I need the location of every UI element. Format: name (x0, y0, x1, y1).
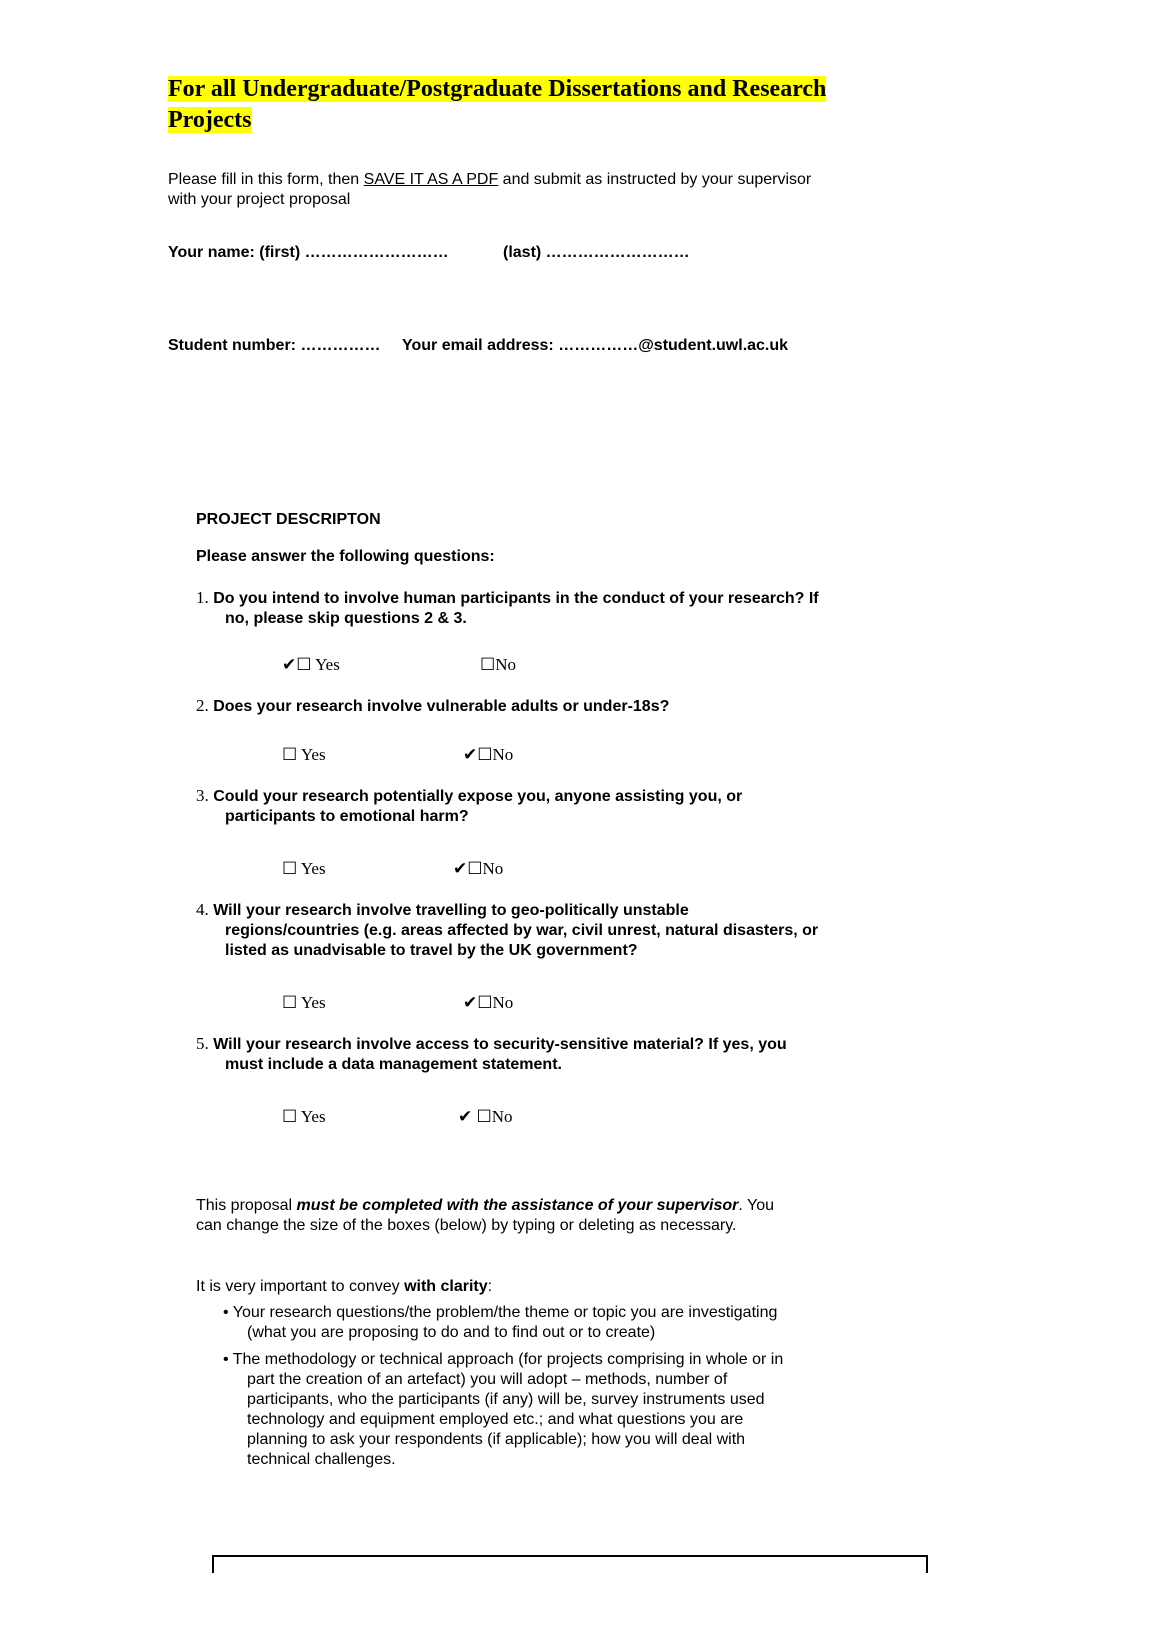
question-2-line1: Does your research involve vulnerable adults or under-18s? (213, 698, 670, 715)
clarity-bold: with clarity (404, 1278, 488, 1295)
section-heading: PROJECT DESCRIPTON (196, 511, 381, 528)
question-4: 4. Will your research involve travelling to geo-politically unstable regions/countries (e.g. areas affected by war, civil unrest, natural disasters, or listed as unadvisable to travel by the UK government? (196, 900, 866, 961)
title-line-1: For all Undergraduate/Postgraduate Dissertations and Research (168, 76, 827, 102)
question-1-line2: no, please skip questions 2 & 3. (225, 610, 467, 627)
question-5-line2: must include a data management statement. (225, 1056, 562, 1073)
question-3-yes-checkbox[interactable]: ☐ Yes (282, 859, 326, 878)
last-name-field[interactable]: (last) ……………………… (503, 244, 690, 261)
email-field[interactable]: Your email address: ……………@student.uwl.ac.uk (402, 337, 789, 354)
question-1-line1: Do you intend to involve human participants in the conduct of your research? If (213, 590, 819, 607)
question-4-no-checkbox[interactable]: ✔☐No (463, 993, 514, 1012)
question-1: 1. Do you intend to involve human participants in the conduct of your research? If no, please skip questions 2 & 3. (196, 588, 866, 629)
bullet-research-questions: • Your research questions/the problem/the theme or topic you are investigating (what you are proposing to do and to find out or to create) (223, 1304, 778, 1341)
question-2-yes-checkbox[interactable]: ☐ Yes (282, 745, 326, 764)
intro-text-line2: with your project proposal (168, 191, 351, 208)
question-5-no-checkbox[interactable]: ✔ ☐No (458, 1107, 513, 1126)
intro-text-before: Please fill in this form, then (168, 171, 364, 188)
question-4-line3: listed as unadvisable to travel by the UK government? (225, 942, 638, 959)
question-1-yes-checkbox[interactable]: ✔☐ Yes (282, 655, 340, 674)
section-instruction: Please answer the following questions: (196, 548, 495, 565)
title-line-2: Projects (168, 107, 252, 133)
intro-text-after: and submit as instructed by your supervisor (498, 171, 812, 188)
question-4-line2: regions/countries (e.g. areas affected by war, civil unrest, natural disasters, or (225, 922, 819, 939)
question-2-no-checkbox[interactable]: ✔☐No (463, 745, 514, 764)
proposal-paragraph: This proposal must be completed with the assistance of your supervisor. You can change the size of the boxes (below) by typing or deleting as necessary. (196, 1197, 774, 1234)
question-5-line1: Will your research involve access to security-sensitive material? If yes, you (213, 1036, 787, 1053)
question-5: 5. Will your research involve access to security-sensitive material? If yes, you must include a data management statement. (196, 1034, 866, 1075)
question-3-line2: participants to emotional harm? (225, 808, 469, 825)
page-title (168, 74, 868, 136)
description-text-box[interactable] (212, 1555, 928, 1573)
question-4-yes-checkbox[interactable]: ☐ Yes (282, 993, 326, 1012)
question-3: 3. Could your research potentially expose you, anyone assisting you, or participants to emotional harm? (196, 786, 866, 827)
proposal-emphasis: must be completed with the assistance of your supervisor (296, 1197, 739, 1214)
bullet-methodology: • The methodology or technical approach (for projects comprising in whole or in part the creation of an artefact) you will adopt – methods, number of participants, who the participants (if any) will be, survey instruments used technology and equipment employed etc.; and what questions you are planning to ask your respondents (if applicable); how you will deal with technical challenges. (223, 1351, 784, 1468)
first-name-field[interactable]: Your name: (first) ……………………… (168, 244, 449, 261)
question-2: 2. Does your research involve vulnerable adults or under-18s? (196, 696, 670, 715)
clarity-paragraph: It is very important to convey with clarity: (196, 1278, 493, 1295)
question-3-line1: Could your research potentially expose you, anyone assisting you, or (213, 788, 743, 805)
intro-paragraph (168, 170, 868, 210)
question-5-yes-checkbox[interactable]: ☐ Yes (282, 1107, 326, 1126)
question-1-no-checkbox[interactable]: ☐No (480, 655, 517, 674)
save-as-pdf-link[interactable]: SAVE IT AS A PDF (363, 171, 499, 188)
student-number-field[interactable]: Student number: …………… (168, 337, 381, 354)
question-4-line1: Will your research involve travelling to geo-politically unstable (213, 902, 689, 919)
question-3-no-checkbox[interactable]: ✔☐No (453, 859, 504, 878)
